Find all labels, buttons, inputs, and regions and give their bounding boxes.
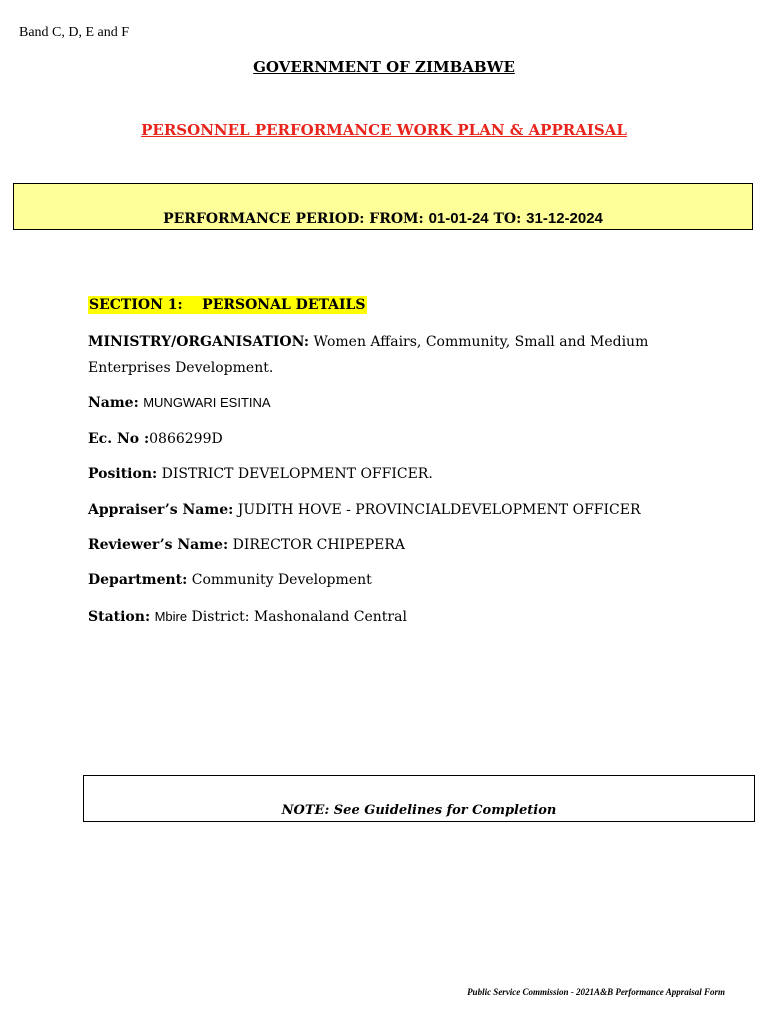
page-footer: Public Service Commission - 2021A&B Performance Appraisal Form: [467, 987, 725, 997]
station-value-district-name: Mbire: [154, 609, 188, 624]
station-label: Station:: [88, 609, 151, 625]
ec-no-label: Ec. No :: [88, 431, 150, 447]
performance-period: [14, 211, 752, 227]
position-value: DISTRICT DEVELOPMENT OFFICER.: [161, 466, 433, 482]
ec-no-value: 0866299D: [149, 431, 223, 447]
department-value: Community Development: [191, 572, 372, 588]
form-title: PERSONNEL PERFORMANCE WORK PLAN & APPRAISAL: [141, 121, 627, 139]
performance-period-box: [13, 183, 753, 230]
name-label: Name:: [88, 395, 139, 411]
appraiser-value: JUDITH HOVE - PROVINCIALDEVELOPMENT OFFICER: [237, 502, 641, 518]
station-value: District: Mashonaland Central: [191, 609, 407, 625]
section-heading: SECTION 1: PERSONAL DETAILS: [89, 297, 366, 313]
department-label: Department:: [88, 572, 188, 588]
reviewer-label: Reviewer’s Name:: [88, 537, 229, 553]
name-value: MUNGWARI ESITINA: [143, 395, 271, 410]
field-station: [88, 604, 708, 630]
government-title: GOVERNMENT OF ZIMBABWE: [253, 58, 515, 76]
period-from: 01-01-24: [428, 210, 489, 227]
period-to-label: TO:: [488, 211, 527, 227]
ministry-value: Women Affairs, Community, Small and Medium Enterprises Development.: [88, 334, 649, 376]
ministry-label: MINISTRY/ORGANISATION:: [88, 334, 310, 350]
note-box: [83, 775, 755, 822]
field-ministry: [88, 329, 708, 381]
period-label: PERFORMANCE PERIOD: FROM:: [163, 211, 429, 227]
band-label: Band C, D, E and F: [19, 25, 130, 40]
appraiser-label: Appraiser’s Name:: [88, 502, 234, 518]
note-text: NOTE: See Guidelines for Completion: [281, 803, 557, 818]
reviewer-value: DIRECTOR CHIPEPERA: [232, 537, 406, 553]
position-label: Position:: [88, 466, 158, 482]
field-position: [88, 461, 708, 487]
period-to: 31-12-2024: [526, 210, 603, 227]
field-ec-no: [88, 426, 708, 452]
field-name: [88, 390, 708, 416]
field-appraiser: [88, 497, 708, 523]
field-reviewer: [88, 532, 708, 558]
field-department: [88, 567, 708, 593]
